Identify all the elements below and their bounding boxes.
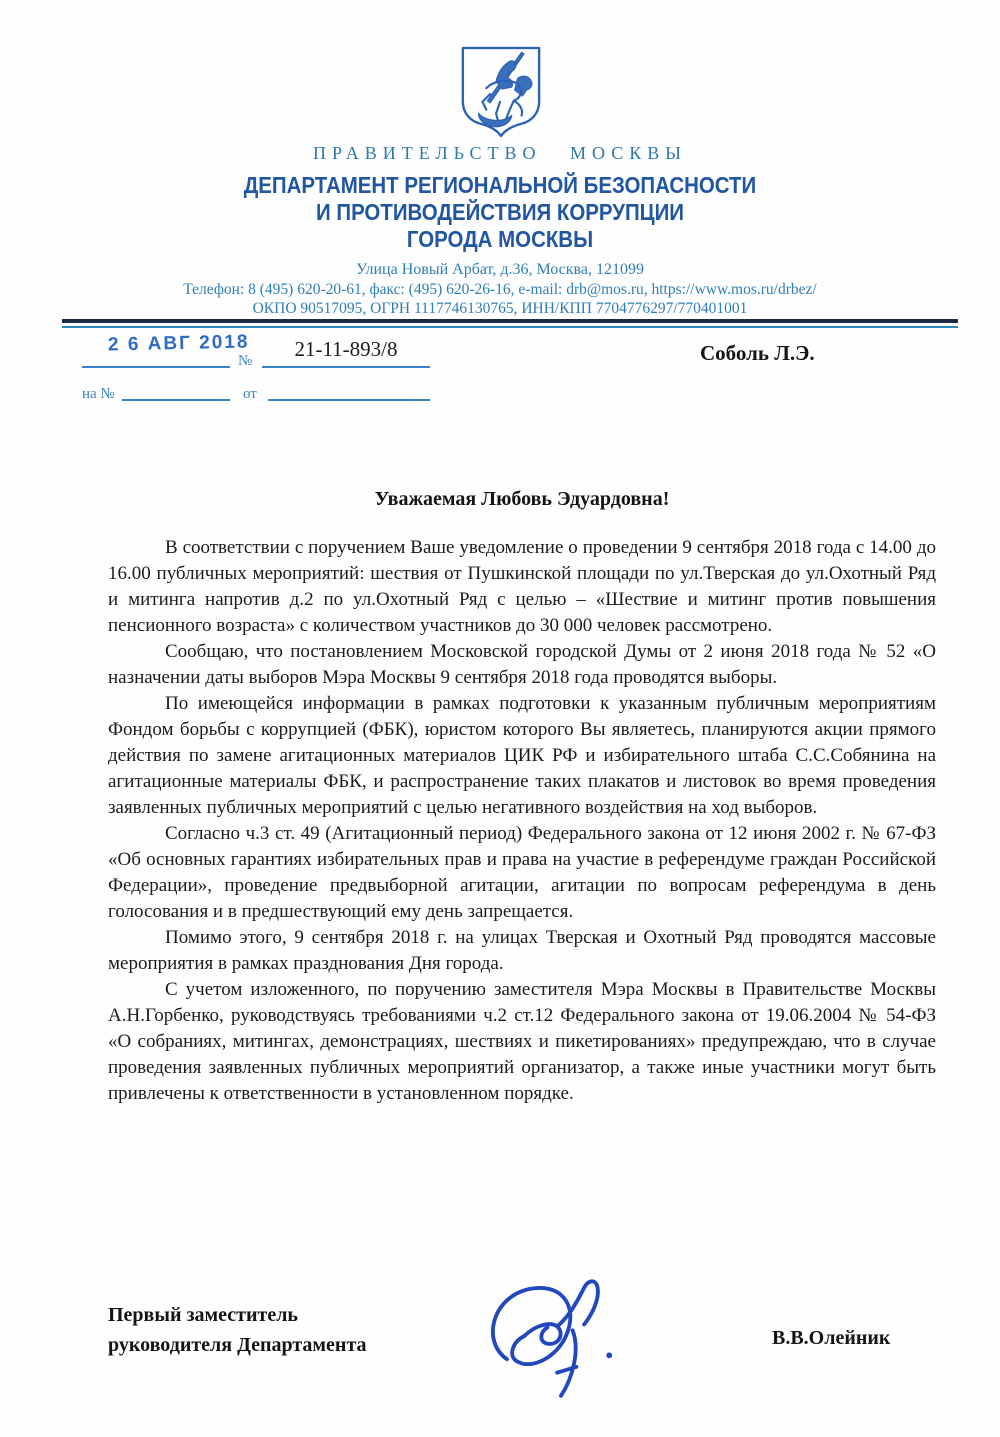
signer-name: В.В.Олейник: [772, 1327, 891, 1349]
number-label: №: [238, 353, 253, 369]
government-title: ПРАВИТЕЛЬСТВО МОСКВЫ: [312, 143, 687, 163]
salutation: Уважаемая Любовь Эдуардовна!: [374, 488, 670, 510]
letterhead-address: Улица Новый Арбат, д.36, Москва, 121099: [355, 261, 644, 278]
reply-to-blank-line: [122, 399, 230, 401]
reply-to-label: на №: [82, 386, 115, 402]
signer-position: [108, 1300, 367, 1360]
moscow-coat-of-arms-icon: [457, 45, 545, 139]
letter-body: [108, 488, 936, 1107]
document-number: 21-11-893/8: [294, 337, 398, 361]
from-blank-line: [268, 399, 430, 401]
signer-position-line2: руководителя Департамента: [108, 1334, 367, 1356]
department-title: [0, 172, 1000, 253]
addressee-name: Соболь Л.Э.: [700, 341, 815, 365]
number-blank-line: [262, 366, 430, 368]
paragraph-6: С учетом изложенного, по поручению заместителя Мэра Москвы в Правительстве Москвы А.Н.Горбенко, руководствуясь требованиями ч.2 ст.12 Федерального закона от 19.06.2004 № 54-ФЗ «О собраниях, митингах, демонстрациях, шествиях и пикетированиях» предупреждаю, что в случае проведения заявленных публичных мероприятий организатор, а также иные участники могут быть привлечены к ответственности в установленном порядке.: [108, 979, 936, 1104]
from-label: от: [243, 386, 257, 402]
incoming-date-stamp: 2 6 АВГ 2018: [107, 331, 250, 356]
department-title-line1: ДЕПАРТАМЕНТ РЕГИОНАЛЬНОЙ БЕЗОПАСНОСТИ: [243, 172, 757, 198]
department-title-line2: И ПРОТИВОДЕЙСТВИЯ КОРРУПЦИИ: [315, 199, 685, 225]
paragraph-3: По имеющейся информации в рамках подготовки к указанным публичным мероприятиям Фондом борьбы с коррупцией (ФБК), юристом которого Вы являетесь, планируются акции прямого действия по замене агитационных материалов ЦИК РФ и избирательного штаба С.С.Собянина на агитационные материалы ФБК, и распространение таких плакатов и листовок во время проведения заявленных публичных мероприятий с целью негативного воздействия на ход выборов.: [108, 693, 936, 818]
signer-position-line1: Первый заместитель: [108, 1304, 298, 1326]
letterhead-divider-teal: [62, 326, 958, 328]
date-blank-line: [82, 366, 230, 368]
paragraph-4: Согласно ч.3 ст. 49 (Агитационный период) Федерального закона от 12 июня 2002 г. № 67-ФЗ «Об основных гарантиях избирательных прав и права на участие в референдуме граждан Российской Федерации», проведение предвыборной агитации, агитации по вопросам референдума в день голосования и в предшествующий ему день запрещается.: [108, 823, 936, 922]
handwritten-signature-icon: [478, 1264, 642, 1410]
letterhead-registration: ОКПО 90517095, ОГРН 1117746130765, ИНН/КПП 7704776297/770401001: [252, 300, 748, 317]
paragraph-1: В соответствии с поручением Ваше уведомление о проведении 9 сентября 2018 года с 14.00 до 16.00 публичных мероприятий: шествия от Пушкинской площади по ул.Тверская до ул.Охотный Ряд и митинга напротив д.2 по ул.Охотный Ряд с целью – «Шествие и митинг против повышения пенсионного возраста» с количеством участников до 30 000 человек рассмотрено.: [108, 537, 936, 636]
paragraph-5: Помимо этого, 9 сентября 2018 г. на улицах Тверская и Охотный Ряд проводятся массовые мероприятия в рамках празднования Дня города.: [108, 927, 936, 974]
department-title-line3: ГОРОДА МОСКВЫ: [406, 226, 594, 252]
letterhead-divider-dark: [62, 319, 958, 323]
letterhead-contacts: Телефон: 8 (495) 620-20-61, факс: (495) 620-26-16, e-mail: drb@mos.ru, https://www.mos.ru/drbez/: [183, 281, 817, 298]
paragraph-2: Сообщаю, что постановлением Московской городской Думы от 2 июня 2018 года № 52 «О назначении даты выборов Мэра Москвы 9 сентября 2018 года проводятся выборы.: [108, 641, 936, 688]
